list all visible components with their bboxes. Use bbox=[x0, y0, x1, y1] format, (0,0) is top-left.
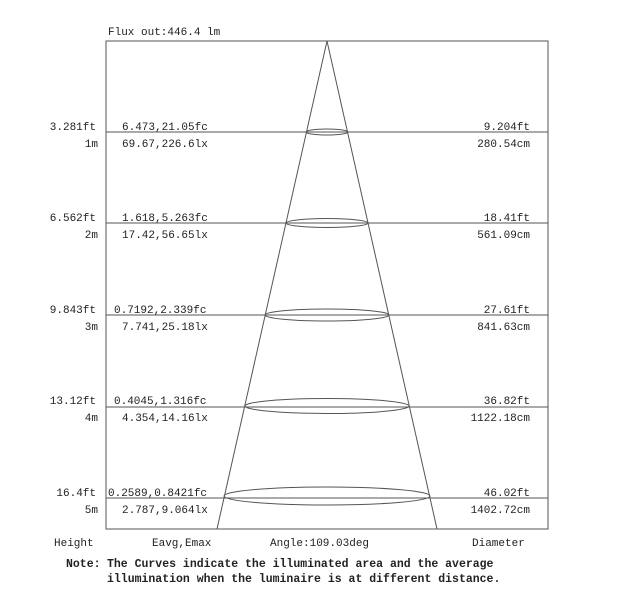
note-line-1: The Curves indicate the illuminated area and the average bbox=[107, 558, 494, 571]
diameter-ft-label: 46.02ft bbox=[483, 488, 530, 500]
height-ft-label: 13.12ft bbox=[49, 396, 96, 408]
diameter-cm-label: 280.54cm bbox=[477, 139, 530, 151]
illuminance-lx-label: 17.42,56.65lx bbox=[122, 230, 208, 242]
distance-row bbox=[50, 396, 548, 425]
height-ft-label: 6.562ft bbox=[49, 213, 96, 225]
height-ft-label: 16.4ft bbox=[56, 488, 96, 500]
illuminance-fc-label: 0.4045,1.316fc bbox=[114, 396, 207, 408]
diameter-cm-label: 1122.18cm bbox=[470, 413, 530, 425]
illuminance-lx-label: 4.354,14.16lx bbox=[122, 413, 208, 425]
diameter-ft-label: 9.204ft bbox=[483, 122, 530, 134]
diameter-cm-label: 1402.72cm bbox=[470, 505, 530, 517]
height-m-label: 1m bbox=[84, 139, 98, 151]
height-m-label: 4m bbox=[84, 413, 98, 425]
illuminance-fc-label: 6.473,21.05fc bbox=[122, 122, 208, 134]
height-ft-label: 9.843ft bbox=[49, 305, 96, 317]
height-m-label: 5m bbox=[84, 505, 98, 517]
illuminance-lx-label: 2.787,9.064lx bbox=[122, 505, 208, 517]
note-prefix: Note: bbox=[66, 558, 101, 571]
illumination-ellipse bbox=[245, 399, 409, 414]
illuminance-fc-label: 0.2589,0.8421fc bbox=[108, 488, 208, 500]
diameter-ft-label: 36.82ft bbox=[483, 396, 530, 408]
diameter-cm-label: 841.63cm bbox=[477, 322, 530, 334]
illuminance-fc-label: 1.618,5.263fc bbox=[122, 213, 208, 225]
height-m-label: 2m bbox=[84, 230, 98, 242]
distance-row bbox=[56, 487, 548, 517]
distance-row bbox=[50, 122, 548, 151]
angle-label: Angle:109.03deg bbox=[270, 538, 370, 550]
diameter-ft-label: 27.61ft bbox=[483, 305, 530, 317]
distance-row bbox=[50, 305, 548, 334]
diameter-column-header: Diameter bbox=[472, 538, 525, 550]
diameter-ft-label: 18.41ft bbox=[483, 213, 530, 225]
cone-right-edge bbox=[327, 41, 437, 529]
illumination-ellipse bbox=[224, 487, 430, 505]
note-line-2: illumination when the luminaire is at different distance. bbox=[107, 573, 501, 586]
illuminance-lx-label: 69.67,226.6lx bbox=[122, 139, 208, 151]
distance-row bbox=[50, 213, 548, 242]
illuminance-lx-label: 7.741,25.18lx bbox=[122, 322, 208, 334]
diagram-frame bbox=[106, 41, 548, 529]
flux-label: Flux out:446.4 lm bbox=[108, 27, 221, 39]
illuminance-column-header: Eavg,Emax bbox=[152, 538, 212, 550]
height-m-label: 3m bbox=[84, 322, 98, 334]
height-ft-label: 3.281ft bbox=[49, 122, 96, 134]
height-column-header: Height bbox=[54, 538, 94, 550]
cone-left-edge bbox=[217, 41, 327, 529]
illuminance-fc-label: 0.7192,2.339fc bbox=[114, 305, 207, 317]
diameter-cm-label: 561.09cm bbox=[477, 230, 530, 242]
